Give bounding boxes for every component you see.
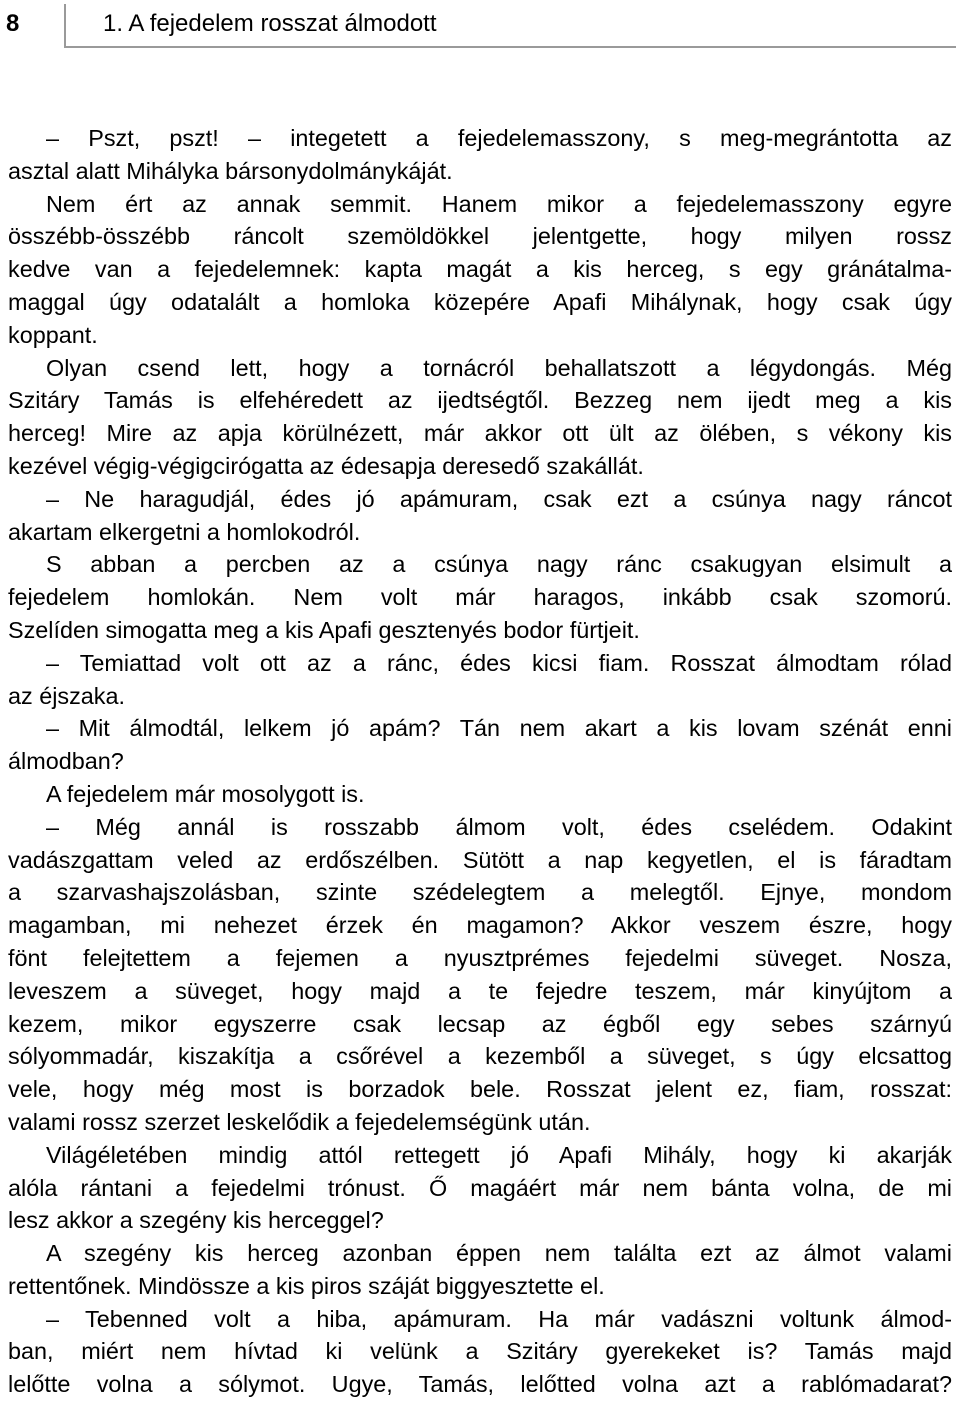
page-header [0, 0, 960, 48]
text-line: fönt felejtettem a fejemen a nyusztprémes fejedelmi süveget. Nosza, [8, 944, 952, 971]
text-line: koppant. [8, 321, 98, 348]
text-line: – Pszt, pszt! – integetett a fejedelemasszony, s meg-megrántotta az [46, 125, 952, 151]
page-number: 8 [6, 10, 20, 37]
text-line: lesz akkor a szegény kis herceggel? [8, 1207, 384, 1234]
text-line: – Tebenned volt a hiba, apámuram. Ha már vadászni voltunk álmod- [46, 1305, 952, 1332]
text-line: Világéletében mindig attól rettegett jó Apafi Mihály, hogy ki akarják [46, 1141, 952, 1168]
text-line: kezével végig-végigcirógatta az édesapja deresedő szakállát. [8, 452, 644, 479]
text-line: kedve van a fejedelemnek: kapta magát a kis herceg, s egy gránátalma- [8, 256, 952, 283]
text-line: magamban, mi nehezet érzek én magamon? Akkor veszem észre, hogy [8, 912, 952, 939]
text-line: sólyommadár, kiszakítja a csőrével a kezemből a süveget, s úgy elcsattog [8, 1043, 952, 1070]
header-rule [64, 46, 956, 48]
text-line: Szelíden simogatta meg a kis Apafi gesztenyés bodor fürtjeit. [8, 616, 640, 643]
text-line: Szitáry Tamás is elfehéredett az ijedtségtől. Bezzeg nem ijedt meg a kis [8, 387, 952, 414]
text-line: – Ne haragudjál, édes jó apámuram, csak ezt a csúnya nagy ráncot [46, 485, 952, 512]
text-line: A fejedelem már mosolygott is. [46, 780, 365, 807]
text-line: az éjszaka. [8, 682, 126, 709]
header-divider [64, 4, 66, 46]
text-line: ban, miért nem hívtad ki velünk a Szitáry gyerekeket is? Tamás majd [8, 1338, 952, 1365]
text-line: összébb-összébb ráncolt szemöldökkel jelentgette, hogy milyen rossz [8, 223, 952, 250]
text-line: leveszem a süveget, hogy majd a te fejedre teszem, már kinyújtom a [8, 977, 952, 1004]
text-line: Olyan csend lett, hogy a tornácról behallatszott a légydongás. Még [46, 354, 952, 381]
text-line: a szarvashajszolásban, szinte szédelegtem a melegtől. Ejnye, mondom [8, 879, 952, 906]
text-line: vadászgattam veled az erdőszélben. Sütött a nap kegyetlen, el is fáradtam [8, 846, 952, 873]
text-line: fejedelem homlokán. Nem volt már haragos, inkább csak szomorú. [8, 584, 952, 611]
text-line: Nem ért az annak semmit. Hanem mikor a fejedelemasszony egyre [46, 190, 952, 217]
text-line: kezem, mikor egyszerre csak lecsap az égből egy sebes szárnyú [8, 1010, 952, 1037]
text-line: vele, hogy még most is borzadok bele. Rosszat jelent ez, fiam, rosszat: [8, 1076, 952, 1103]
body-text [8, 122, 952, 1401]
text-line: S abban a percben az a csúnya nagy ránc csakugyan elsimult a [46, 551, 952, 578]
text-line: álmodban? [8, 748, 124, 775]
text-line: lelőtte volna a sólymot. Ugye, Tamás, lelőtted volna azt a rablómadarat? [8, 1371, 952, 1398]
text-line: alóla rántani a fejedelmi trónust. Ő magáért már nem bánta volna, de mi [8, 1174, 952, 1201]
text-line: valami rossz szerzet leskelődik a fejedelemségünk után. [8, 1108, 591, 1135]
text-line: A szegény kis herceg azonban éppen nem találta ezt az álmot valami [46, 1240, 952, 1267]
text-line: maggal úgy odatalált a homloka közepére Apafi Mihálynak, hogy csak úgy [8, 288, 952, 315]
text-line: akartam elkergetni a homlokodról. [8, 518, 361, 545]
chapter-title: 1. A fejedelem rosszat álmodott [103, 10, 437, 37]
text-line: herceg! Mire az apja körülnézett, már akkor ott ült az ölében, s vékony kis [8, 420, 952, 447]
text-line: – Mit álmodtál, lelkem jó apám? Tán nem akart a kis lovam szénát enni [46, 715, 952, 742]
text-line: – Még annál is rosszabb álmom volt, édes cselédem. Odakint [46, 813, 952, 840]
text-line: asztal alatt Mihályka bársonydolmánykáját. [8, 157, 453, 184]
text-line: – Temiattad volt ott az a ránc, édes kicsi fiam. Rosszat álmodtam rólad [46, 649, 952, 676]
text-line: rettentőnek. Mindössze a kis piros száját biggyesztette el. [8, 1272, 605, 1299]
